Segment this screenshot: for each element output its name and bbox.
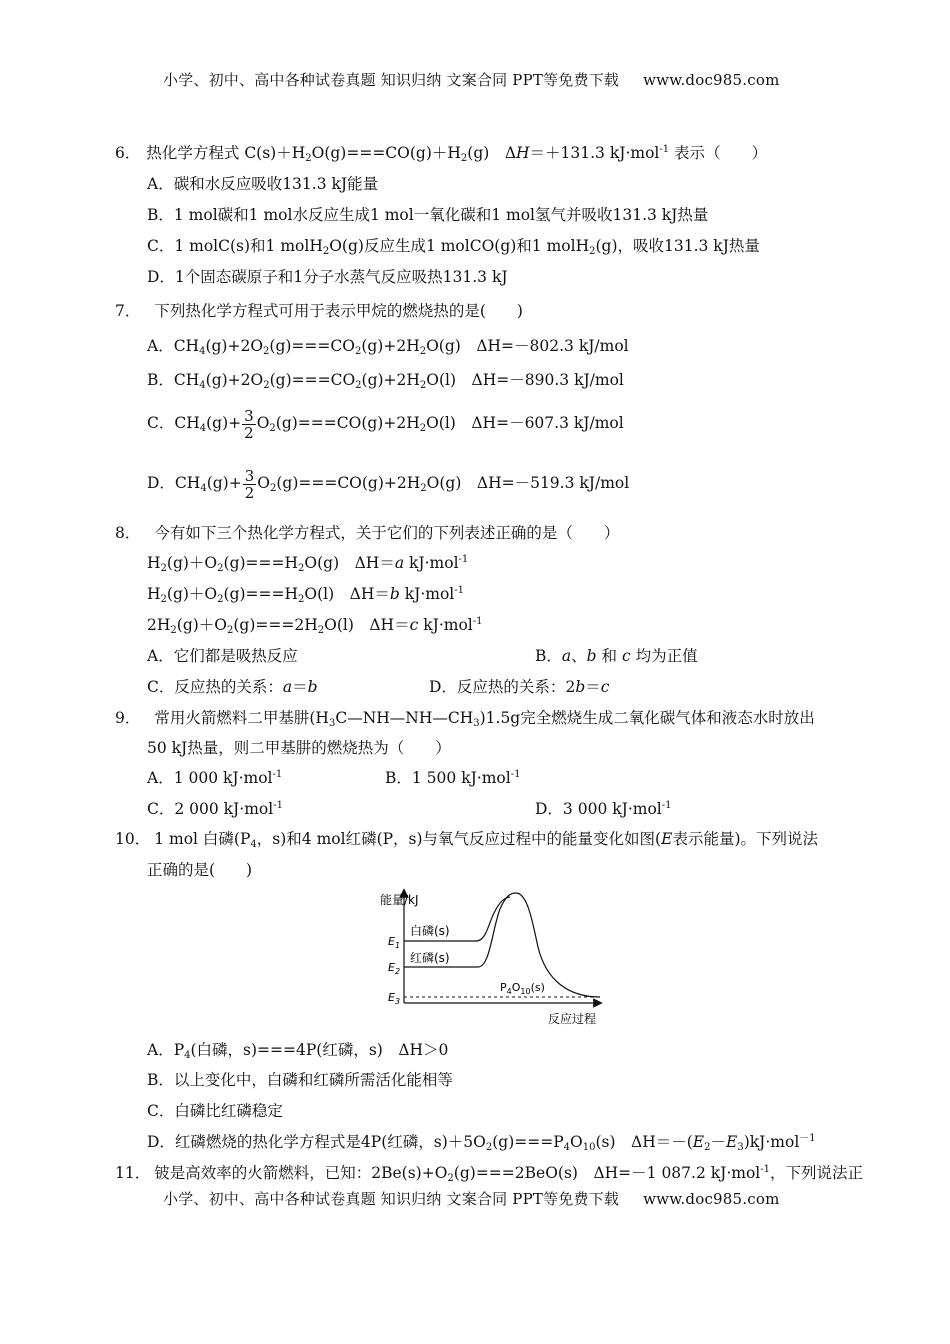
energy-diagram — [378, 885, 608, 1030]
question-8-option-b: B．a、b 和 c 均为正值 — [535, 647, 698, 665]
question-6-option-d: D．1个固态碳原子和1分子水蒸气反应吸热131.3 kJ — [147, 268, 508, 286]
e3-label: $E_3$ — [388, 991, 401, 1006]
e2-label: $E_2$ — [388, 961, 401, 976]
question-9-stem-line-1: 9． 常用火箭燃料二甲基肼$(H_3C—NH—NH—CH_3)1.5g$完全燃烧生成二氧化碳气体和液态水时放出 — [115, 709, 815, 729]
question-10-option-a: A．$P_4$(白磷，s)===4P(红磷，s) ΔH＞0 — [147, 1041, 449, 1061]
footer-text: 小学、初中、高中各种试卷真题 知识归纳 文案合同 PPT等免费下载 — [163, 1190, 620, 1208]
x-axis-label: 反应过程 — [548, 1012, 597, 1026]
page-header — [163, 70, 780, 90]
question-8-option-a: A．它们都是吸热反应 — [147, 647, 298, 665]
question-9-option-a: A．1 000 kJ·mol$^{-1}$ — [147, 769, 283, 787]
question-10-stem-line-2: 正确的是( ) — [147, 861, 253, 879]
question-10-stem-line-1: 10． 1 mol 白磷($P_4$，s)和4 mol红磷(P，s)与氧气反应过程中的能量变化如图(E表示能量)。下列说法 — [115, 830, 818, 850]
white-phosphorus-label: 白磷(s) — [410, 924, 450, 938]
question-8-option-c: C．反应热的关系：a＝b — [147, 678, 318, 696]
footer-url[interactable]: www.doc985.com — [643, 1190, 780, 1208]
product-label: $P_4O_{10}(s)$ — [500, 981, 545, 996]
page-footer — [163, 1189, 780, 1209]
question-11-stem: 11． 铍是高效率的火箭燃料，已知：$2Be(s)+O_2(g)===2BeO(s)$ ΔH=－1 087.2 kJ·mol$^{-1}$，下列说法正 — [115, 1164, 864, 1184]
header-url[interactable]: www.doc985.com — [643, 71, 780, 89]
red-phosphorus-label: 红磷(s) — [410, 951, 450, 965]
question-8-equation-1: $H_2(g)+O_2(g)===H_2O(g)$ ΔH＝a kJ·mol$^{-1}$ — [147, 554, 469, 574]
question-7-option-b: B．$CH_4(g)+2O_2(g)===CO_2(g)+2H_2O(l)$ ΔH=－890.3 kJ/mol — [147, 371, 624, 391]
question-6-option-a: A．碳和水反应吸收131.3 kJ能量 — [147, 175, 379, 193]
question-9-option-d: D．3 000 kJ·mol$^{-1}$ — [535, 800, 672, 818]
question-8-equation-3: $2H_2(g)+O_2(g)===2H_2O(l)$ ΔH＝c kJ·mol$^{-1}$ — [147, 616, 483, 636]
question-9-stem-line-2: 50 kJ热量，则二甲基肼的燃烧热为（ ） — [147, 739, 451, 757]
question-8-stem: 8． 今有如下三个热化学方程式，关于它们的下列表述正确的是（ ） — [115, 524, 620, 542]
question-10-option-d: D．红磷燃烧的热化学方程式是4P(红磷，$s)+5O_2(g)===P_4O_{10}(s)$ $\Delta H=-(E_2-E_3)kJ\cdot mol^{-1}$ — [147, 1133, 816, 1153]
question-10-option-c: C．白磷比红磷稳定 — [147, 1102, 283, 1120]
question-7-option-d: D．$CH_4(g)+$ $\frac{3}{2}$ $O_2(g)===CO(g)+2H_2O(g)$ ΔH=－519.3 kJ/mol — [147, 466, 630, 502]
y-axis-label: 能量/kJ — [380, 893, 419, 907]
question-7-option-c: C．$CH_4(g)+$ $\frac{3}{2}$ $O_2(g)===CO(g)+2H_2O(l)$ ΔH=－607.3 kJ/mol — [147, 406, 624, 442]
question-8-equation-2: $H_2(g)+O_2(g)===H_2O(l)$ ΔH＝b kJ·mol$^{-1}$ — [147, 585, 465, 605]
question-7-option-a: A．$CH_4(g)+2O_2(g)===CO_2(g)+2H_2O(g)$ ΔH=－802.3 kJ/mol — [147, 337, 629, 357]
question-7-stem: 7． 下列热化学方程式可用于表示甲烷的燃烧热的是( ) — [115, 302, 523, 320]
question-9-option-b: B．1 500 kJ·mol$^{-1}$ — [385, 769, 521, 787]
question-9-option-c: C．2 000 kJ·mol$^{-1}$ — [147, 800, 283, 818]
header-text: 小学、初中、高中各种试卷真题 知识归纳 文案合同 PPT等免费下载 — [163, 71, 620, 89]
question-6-option-b: B．1 mol碳和1 mol水反应生成1 mol一氧化碳和1 mol氢气并吸收131.3 kJ热量 — [147, 206, 709, 224]
question-6-option-c: C．1 molC(s)和1 molH$_2$O(g)反应生成1 molCO(g)和1 molH$_2$(g)，吸收131.3 kJ热量 — [147, 237, 760, 257]
e1-label: $E_1$ — [388, 935, 401, 950]
question-6-stem: 6． 热化学方程式 $C(s)+H_2O(g)===CO(g)+H_2(g)$ ΔH＝＋131.3 kJ·mol$^{-1}$ 表示（ ） — [115, 144, 768, 164]
question-8-option-d: D．反应热的关系：2b＝c — [429, 678, 610, 696]
question-10-option-b: B．以上变化中，白磷和红磷所需活化能相等 — [147, 1071, 453, 1089]
